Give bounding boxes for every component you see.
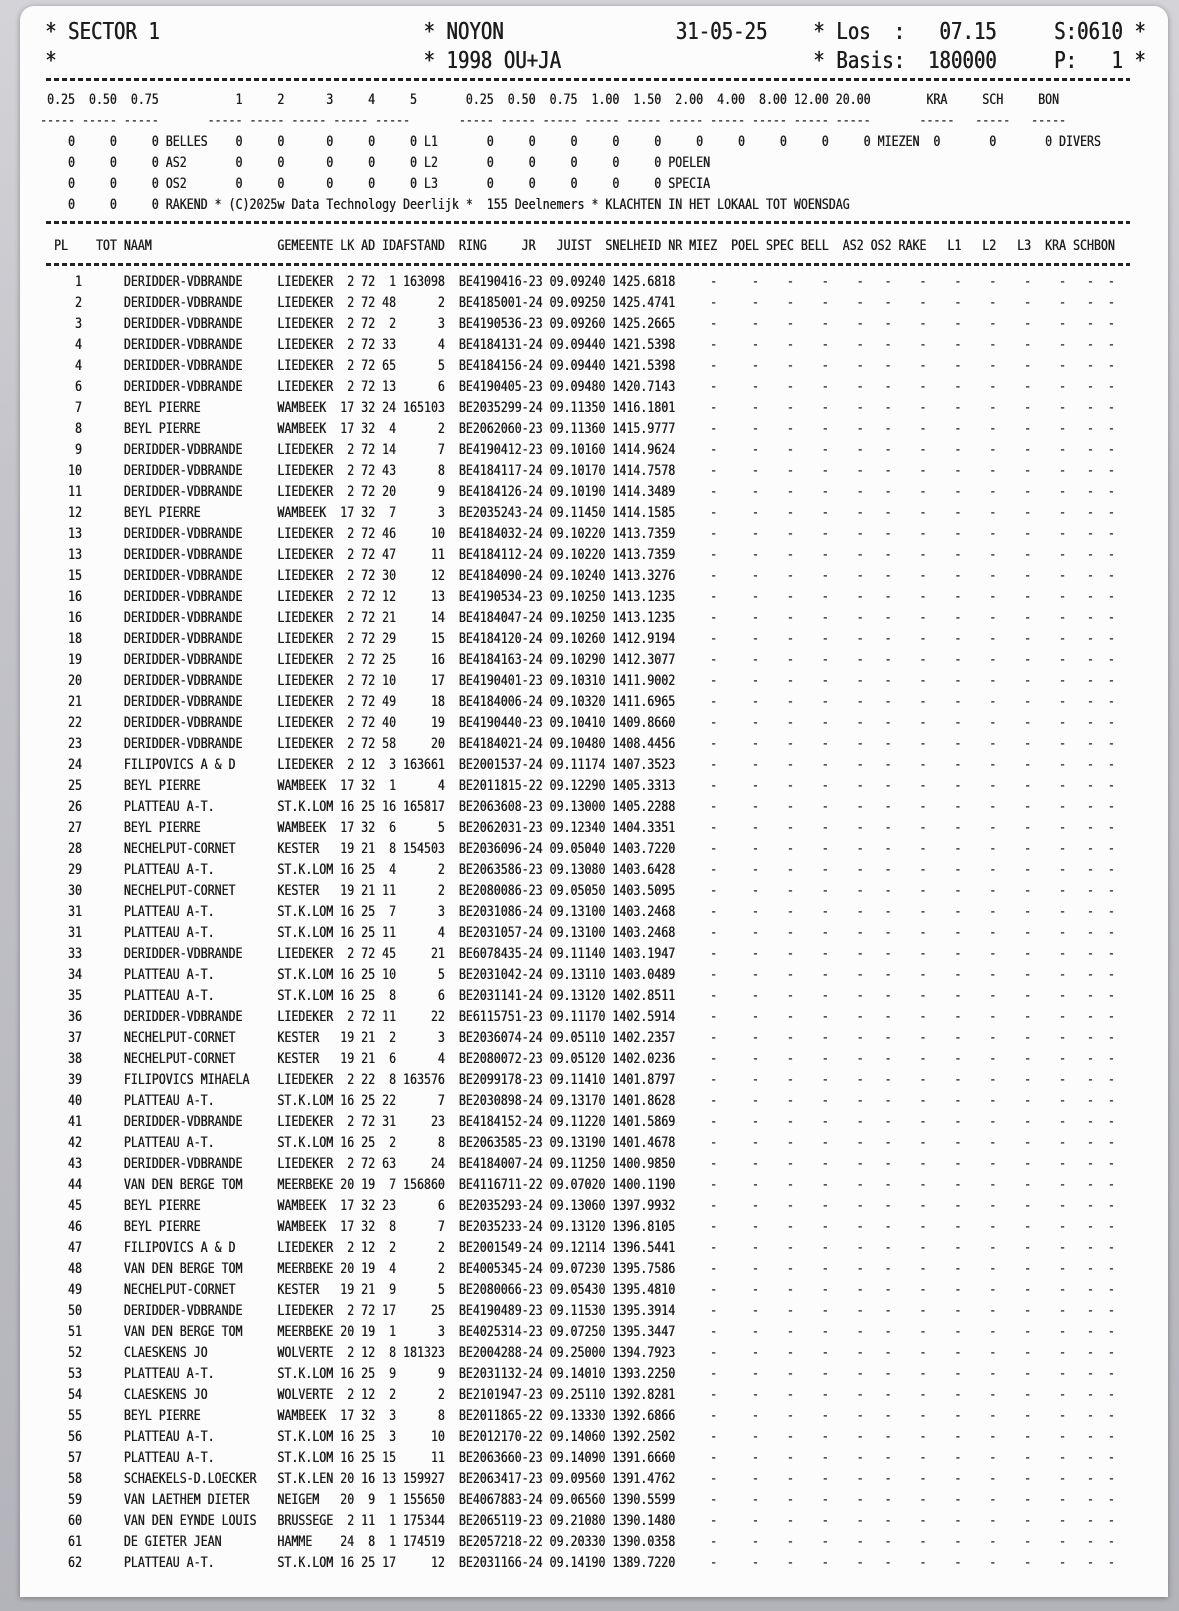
results-row: 26 PLATTEAU A-T. ST.K.LOM 16 25 16 165817 BE2063608-23 09.13000 1405.2288 - - - - - - - - - - - - - <box>40 799 1115 815</box>
report-header-line1: * SECTOR 1 * NOYON 31-05-25 * Los : 07.15 S:0610 * <box>45 19 1146 45</box>
results-row: 33 DERIDDER-VDBRANDE LIEDEKER 2 72 45 21 BE6078435-24 09.11140 1403.1947 - - - - - - - - - - - - - <box>40 946 1115 962</box>
results-row: 18 DERIDDER-VDBRANDE LIEDEKER 2 72 29 15 BE4184120-24 09.10260 1412.9194 - - - - - - - - - - - - - <box>40 631 1115 647</box>
results-row: 19 DERIDDER-VDBRANDE LIEDEKER 2 72 25 16 BE4184163-24 09.10290 1412.3077 - - - - - - - - - - - - - <box>40 652 1115 668</box>
stats-summary-block <box>40 90 1101 216</box>
results-row: 13 DERIDDER-VDBRANDE LIEDEKER 2 72 46 10 BE4184032-24 09.10220 1413.7359 - - - - - - - - - - - - - <box>40 526 1115 542</box>
report-header <box>45 18 1146 76</box>
results-row: 9 DERIDDER-VDBRANDE LIEDEKER 2 72 14 7 BE4190412-23 09.10160 1414.9624 - - - - - - - - - - - - - <box>40 442 1115 458</box>
results-row: 4 DERIDDER-VDBRANDE LIEDEKER 2 72 65 5 BE4184156-24 09.09440 1421.5398 - - - - - - - - - - - - - <box>40 358 1115 374</box>
stats-dash-line: ----- ----- ----- ----- ----- ----- ----- ----- ----- ----- ----- ----- ----- ----- ----- ----- ----- ----- ----- ----- ----- <box>40 113 1066 129</box>
results-row: 53 PLATTEAU A-T. ST.K.LOM 16 25 9 9 BE2031132-24 09.14010 1393.2250 - - - - - - - - - - - - - <box>40 1366 1115 1382</box>
results-row: 55 BEYL PIERRE WAMBEEK 17 32 3 8 BE2011865-22 09.13330 1392.6866 - - - - - - - - - - - - - <box>40 1408 1115 1424</box>
results-row: 31 PLATTEAU A-T. ST.K.LOM 16 25 7 3 BE2031086-24 09.13100 1403.2468 - - - - - - - - - - - - - <box>40 904 1115 920</box>
results-table <box>40 272 1115 1574</box>
results-row: 51 VAN DEN BERGE TOM MEERBEKE 20 19 1 3 BE4025314-23 09.07250 1395.3447 - - - - - - - - - - - - - <box>40 1324 1115 1340</box>
separator-line <box>46 263 1130 266</box>
results-row: 35 PLATTEAU A-T. ST.K.LOM 16 25 8 6 BE2031141-24 09.13120 1402.8511 - - - - - - - - - - - - - <box>40 988 1115 1004</box>
results-row: 29 PLATTEAU A-T. ST.K.LOM 16 25 4 2 BE2063586-23 09.13080 1403.6428 - - - - - - - - - - - - - <box>40 862 1115 878</box>
results-row: 37 NECHELPUT-CORNET KESTER 19 21 2 3 BE2036074-24 09.05110 1402.2357 - - - - - - - - - - - - - <box>40 1030 1115 1046</box>
stats-row-os2: 0 0 0 OS2 0 0 0 0 0 L3 0 0 0 0 0 SPECIA <box>40 176 710 192</box>
results-row: 61 DE GIETER JEAN HAMME 24 8 1 174519 BE2057218-22 09.20330 1390.0358 - - - - - - - - - - - - - <box>40 1534 1115 1550</box>
results-row: 31 PLATTEAU A-T. ST.K.LOM 16 25 11 4 BE2031057-24 09.13100 1403.2468 - - - - - - - - - - - - - <box>40 925 1115 941</box>
results-row: 44 VAN DEN BERGE TOM MEERBEKE 20 19 7 156860 BE4116711-22 09.07020 1400.1190 - - - - - - - - - - - - - <box>40 1177 1115 1193</box>
results-row: 22 DERIDDER-VDBRANDE LIEDEKER 2 72 40 19 BE4190440-23 09.10410 1409.8660 - - - - - - - - - - - - - <box>40 715 1115 731</box>
stats-row-rakend: 0 0 0 RAKEND * (C)2025w Data Technology Deerlijk * 155 Deelnemers * KLACHTEN IN HET LOKAAL TOT WOENSDAG <box>40 197 850 213</box>
separator-line <box>46 221 1130 224</box>
document-page <box>20 6 1168 1597</box>
results-row: 27 BEYL PIERRE WAMBEEK 17 32 6 5 BE2062031-23 09.12340 1404.3351 - - - - - - - - - - - - - <box>40 820 1115 836</box>
results-row: 2 DERIDDER-VDBRANDE LIEDEKER 2 72 48 2 BE4185001-24 09.09250 1425.4741 - - - - - - - - - - - - - <box>40 295 1115 311</box>
separator-line <box>46 78 1130 81</box>
results-row: 15 DERIDDER-VDBRANDE LIEDEKER 2 72 30 12 BE4184090-24 09.10240 1413.3276 - - - - - - - - - - - - - <box>40 568 1115 584</box>
report-header-line2: * * 1998 OU+JA * Basis: 180000 P: 1 * <box>45 48 1146 74</box>
results-row: 16 DERIDDER-VDBRANDE LIEDEKER 2 72 12 13 BE4190534-23 09.10250 1413.1235 - - - - - - - - - - - - - <box>40 589 1115 605</box>
results-row: 25 BEYL PIERRE WAMBEEK 17 32 1 4 BE2011815-22 09.12290 1405.3313 - - - - - - - - - - - - - <box>40 778 1115 794</box>
results-row: 13 DERIDDER-VDBRANDE LIEDEKER 2 72 47 11 BE4184112-24 09.10220 1413.7359 - - - - - - - - - - - - - <box>40 547 1115 563</box>
results-row: 16 DERIDDER-VDBRANDE LIEDEKER 2 72 21 14 BE4184047-24 09.10250 1413.1235 - - - - - - - - - - - - - <box>40 610 1115 626</box>
results-row: 46 BEYL PIERRE WAMBEEK 17 32 8 7 BE2035233-24 09.13120 1396.8105 - - - - - - - - - - - - - <box>40 1219 1115 1235</box>
results-row: 49 NECHELPUT-CORNET KESTER 19 21 9 5 BE2080066-23 09.05430 1395.4810 - - - - - - - - - - - - - <box>40 1282 1115 1298</box>
results-row: 58 SCHAEKELS-D.LOECKER ST.K.LEN 20 16 13 159927 BE2063417-23 09.09560 1391.4762 - - - - - - - - - - - - - <box>40 1471 1115 1487</box>
results-row: 62 PLATTEAU A-T. ST.K.LOM 16 25 17 12 BE2031166-24 09.14190 1389.7220 - - - - - - - - - - - - - <box>40 1555 1115 1571</box>
results-row: 38 NECHELPUT-CORNET KESTER 19 21 6 4 BE2080072-23 09.05120 1402.0236 - - - - - - - - - - - - - <box>40 1051 1115 1067</box>
stats-row-belles: 0 0 0 BELLES 0 0 0 0 0 L1 0 0 0 0 0 0 0 0 0 0 MIEZEN 0 0 0 DIVERS <box>40 134 1101 150</box>
results-row: 28 NECHELPUT-CORNET KESTER 19 21 8 154503 BE2036096-24 09.05040 1403.7220 - - - - - - - - - - - - - <box>40 841 1115 857</box>
stats-row-as2: 0 0 0 AS2 0 0 0 0 0 L2 0 0 0 0 0 POELEN <box>40 155 710 171</box>
results-row: 7 BEYL PIERRE WAMBEEK 17 32 24 165103 BE2035299-24 09.11350 1416.1801 - - - - - - - - - - - - - <box>40 400 1115 416</box>
stats-header-line: 0.25 0.50 0.75 1 2 3 4 5 0.25 0.50 0.75 1.00 1.50 2.00 4.00 8.00 12.00 20.00 KRA SCH BON <box>40 92 1059 108</box>
results-row: 47 FILIPOVICS A & D LIEDEKER 2 12 2 2 BE2001549-24 09.12114 1396.5441 - - - - - - - - - - - - - <box>40 1240 1115 1256</box>
results-row: 11 DERIDDER-VDBRANDE LIEDEKER 2 72 20 9 BE4184126-24 09.10190 1414.3489 - - - - - - - - - - - - - <box>40 484 1115 500</box>
results-row: 24 FILIPOVICS A & D LIEDEKER 2 12 3 163661 BE2001537-24 09.11174 1407.3523 - - - - - - - - - - - - - <box>40 757 1115 773</box>
results-column-header-line: PL TOT NAAM GEMEENTE LK AD IDAFSTAND RING JR JUIST SNELHEID NR MIEZ POEL SPEC BELL AS2 OS2 RAKE L1 L2 L3 KRA SCHBON <box>40 238 1115 254</box>
results-row: 12 BEYL PIERRE WAMBEEK 17 32 7 3 BE2035243-24 09.11450 1414.1585 - - - - - - - - - - - - - <box>40 505 1115 521</box>
results-row: 40 PLATTEAU A-T. ST.K.LOM 16 25 22 7 BE2030898-24 09.13170 1401.8628 - - - - - - - - - - - - - <box>40 1093 1115 1109</box>
results-row: 41 DERIDDER-VDBRANDE LIEDEKER 2 72 31 23 BE4184152-24 09.11220 1401.5869 - - - - - - - - - - - - - <box>40 1114 1115 1130</box>
results-row: 57 PLATTEAU A-T. ST.K.LOM 16 25 15 11 BE2063660-23 09.14090 1391.6660 - - - - - - - - - - - - - <box>40 1450 1115 1466</box>
results-row: 23 DERIDDER-VDBRANDE LIEDEKER 2 72 58 20 BE4184021-24 09.10480 1408.4456 - - - - - - - - - - - - - <box>40 736 1115 752</box>
results-row: 30 NECHELPUT-CORNET KESTER 19 21 11 2 BE2080086-23 09.05050 1403.5095 - - - - - - - - - - - - - <box>40 883 1115 899</box>
results-row: 50 DERIDDER-VDBRANDE LIEDEKER 2 72 17 25 BE4190489-23 09.11530 1395.3914 - - - - - - - - - - - - - <box>40 1303 1115 1319</box>
results-row: 3 DERIDDER-VDBRANDE LIEDEKER 2 72 2 3 BE4190536-23 09.09260 1425.2665 - - - - - - - - - - - - - <box>40 316 1115 332</box>
results-row: 34 PLATTEAU A-T. ST.K.LOM 16 25 10 5 BE2031042-24 09.13110 1403.0489 - - - - - - - - - - - - - <box>40 967 1115 983</box>
results-column-header <box>40 236 1115 257</box>
results-row: 48 VAN DEN BERGE TOM MEERBEKE 20 19 4 2 BE4005345-24 09.07230 1395.7586 - - - - - - - - - - - - - <box>40 1261 1115 1277</box>
results-row: 10 DERIDDER-VDBRANDE LIEDEKER 2 72 43 8 BE4184117-24 09.10170 1414.7578 - - - - - - - - - - - - - <box>40 463 1115 479</box>
results-row: 4 DERIDDER-VDBRANDE LIEDEKER 2 72 33 4 BE4184131-24 09.09440 1421.5398 - - - - - - - - - - - - - <box>40 337 1115 353</box>
results-row: 36 DERIDDER-VDBRANDE LIEDEKER 2 72 11 22 BE6115751-23 09.11170 1402.5914 - - - - - - - - - - - - - <box>40 1009 1115 1025</box>
results-row: 52 CLAESKENS JO WOLVERTE 2 12 8 181323 BE2004288-24 09.25000 1394.7923 - - - - - - - - - - - - - <box>40 1345 1115 1361</box>
results-row: 39 FILIPOVICS MIHAELA LIEDEKER 2 22 8 163576 BE2099178-23 09.11410 1401.8797 - - - - - - - - - - - - - <box>40 1072 1115 1088</box>
results-row: 6 DERIDDER-VDBRANDE LIEDEKER 2 72 13 6 BE4190405-23 09.09480 1420.7143 - - - - - - - - - - - - - <box>40 379 1115 395</box>
results-row: 43 DERIDDER-VDBRANDE LIEDEKER 2 72 63 24 BE4184007-24 09.11250 1400.9850 - - - - - - - - - - - - - <box>40 1156 1115 1172</box>
results-row: 56 PLATTEAU A-T. ST.K.LOM 16 25 3 10 BE2012170-22 09.14060 1392.2502 - - - - - - - - - - - - - <box>40 1429 1115 1445</box>
results-row: 20 DERIDDER-VDBRANDE LIEDEKER 2 72 10 17 BE4190401-23 09.10310 1411.9002 - - - - - - - - - - - - - <box>40 673 1115 689</box>
results-row: 8 BEYL PIERRE WAMBEEK 17 32 4 2 BE2062060-23 09.11360 1415.9777 - - - - - - - - - - - - - <box>40 421 1115 437</box>
results-row: 1 DERIDDER-VDBRANDE LIEDEKER 2 72 1 163098 BE4190416-23 09.09240 1425.6818 - - - - - - - - - - - - - <box>40 274 1115 290</box>
results-row: 59 VAN LAETHEM DIETER NEIGEM 20 9 1 155650 BE4067883-24 09.06560 1390.5599 - - - - - - - - - - - - - <box>40 1492 1115 1508</box>
results-row: 60 VAN DEN EYNDE LOUIS BRUSSEGE 2 11 1 175344 BE2065119-23 09.21080 1390.1480 - - - - - - - - - - - - - <box>40 1513 1115 1529</box>
results-row: 54 CLAESKENS JO WOLVERTE 2 12 2 2 BE2101947-23 09.25110 1392.8281 - - - - - - - - - - - - - <box>40 1387 1115 1403</box>
results-row: 42 PLATTEAU A-T. ST.K.LOM 16 25 2 8 BE2063585-23 09.13190 1401.4678 - - - - - - - - - - - - - <box>40 1135 1115 1151</box>
results-row: 45 BEYL PIERRE WAMBEEK 17 32 23 6 BE2035293-24 09.13060 1397.9932 - - - - - - - - - - - - - <box>40 1198 1115 1214</box>
results-row: 21 DERIDDER-VDBRANDE LIEDEKER 2 72 49 18 BE4184006-24 09.10320 1411.6965 - - - - - - - - - - - - - <box>40 694 1115 710</box>
